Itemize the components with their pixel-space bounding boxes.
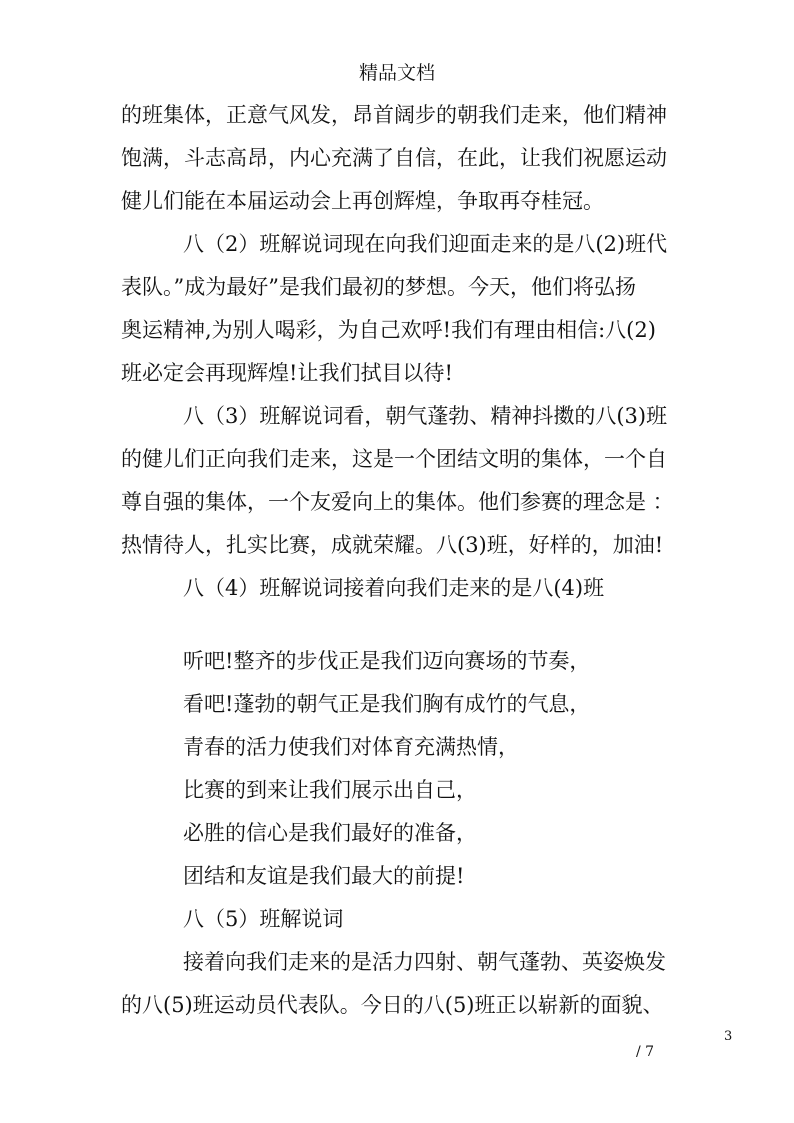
- page-number: 3: [724, 1029, 733, 1044]
- section-heading-line: 八（2）班解说词现在向我们迎面走来的是八(2)班代: [183, 232, 668, 256]
- section-heading-line: 八（3）班解说词看，朝气蓬勃、精神抖擞的八(3)班: [183, 404, 668, 428]
- body-line: 健儿们能在本届运动会上再创辉煌，争取再夺桂冠。: [121, 189, 604, 213]
- poem-line: 青春的活力使我们对体育充满热情，: [183, 735, 519, 759]
- body-line: 接着向我们走来的是活力四射、朝气蓬勃、英姿焕发: [183, 950, 666, 974]
- body-line: 班必定会再现辉煌!让我们拭目以待!: [121, 361, 453, 385]
- poem-line: 看吧!蓬勃的朝气正是我们胸有成竹的气息，: [183, 692, 591, 716]
- body-line: 饱满，斗志高昂，内心充满了自信，在此，让我们祝愿运动: [121, 146, 667, 170]
- page-header: 精品文档: [358, 62, 435, 84]
- section-heading-line: 八（4）班解说词接着向我们走来的是八(4)班: [183, 576, 605, 600]
- body-line: 表队。”成为最好”是我们最初的梦想。今天，他们将弘扬: [121, 275, 636, 299]
- body-line: 尊自强的集体，一个友爱向上的集体。他们参赛的理念是 ：: [121, 490, 674, 514]
- body-line: 的健儿们正向我们走来，这是一个团结文明的集体，一个自: [121, 447, 667, 471]
- poem-line: 比赛的到来让我们展示出自己，: [183, 778, 477, 802]
- page-total: / 7: [636, 1044, 655, 1060]
- poem-line: 必胜的信心是我们最好的准备，: [183, 821, 477, 845]
- poem-line: 团结和友谊是我们最大的前提!: [183, 864, 465, 888]
- body-line: 的班集体，正意气风发，昂首阔步的朝我们走来，他们精神: [121, 103, 667, 127]
- body-line: 热情待人，扎实比赛，成就荣耀。八(3)班，好样的，加油!: [121, 533, 664, 557]
- section-heading-line: 八（5）班解说词: [183, 907, 344, 931]
- body-line: 的八(5)班运动员代表队。今日的八(5)班正以崭新的面貌、: [121, 993, 664, 1017]
- body-line: 奥运精神,为别人喝彩，为自己欢呼!我们有理由相信:八(2): [121, 318, 656, 342]
- poem-line: 听吧!整齐的步伐正是我们迈向赛场的节奏，: [183, 649, 591, 673]
